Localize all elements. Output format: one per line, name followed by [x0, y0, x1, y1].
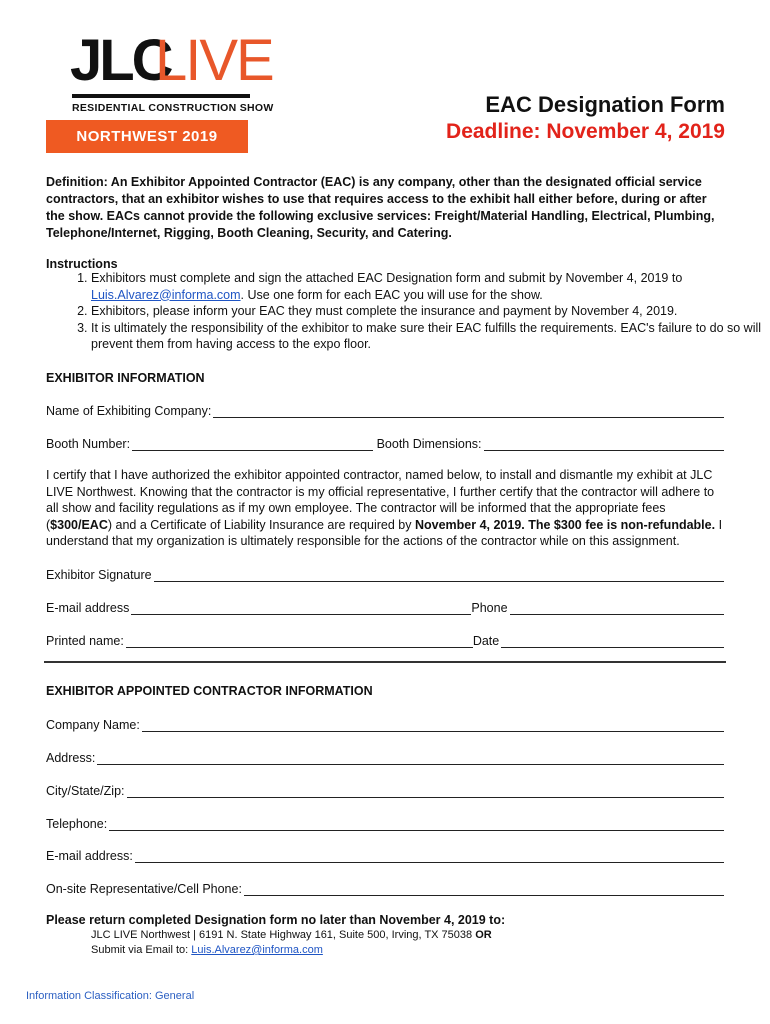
email-line[interactable] [131, 602, 471, 615]
field-label: Exhibitor Signature [46, 568, 152, 582]
fill-line[interactable] [127, 785, 725, 798]
field-label: Phone [471, 601, 508, 615]
fill-line[interactable] [154, 569, 724, 582]
section-divider [44, 661, 726, 663]
field-label: E-mail address: [46, 849, 133, 863]
deadline-text: Deadline: November 4, 2019 [446, 120, 725, 143]
exhibitor-signature-field[interactable] [46, 565, 724, 582]
contractor-telephone-field[interactable] [46, 814, 724, 831]
certification-paragraph [46, 467, 726, 550]
phone-line[interactable] [510, 602, 724, 615]
logo-subtitle: RESIDENTIAL CONSTRUCTION SHOW [72, 102, 274, 114]
return-address-text: JLC LIVE Northwest | 6191 N. State Highway 161, Suite 500, Irving, TX 75038 [91, 929, 476, 941]
email-link[interactable]: Luis.Alvarez@informa.com [91, 287, 241, 302]
fill-line[interactable] [109, 818, 724, 831]
contractor-onsite-field[interactable] [46, 879, 724, 896]
date-line[interactable] [501, 635, 724, 648]
field-label: City/State/Zip: [46, 784, 125, 798]
exhibitor-heading: EXHIBITOR INFORMATION [46, 371, 205, 385]
instruction-tail: . Use one form for each EAC you will use for the show. [240, 287, 543, 302]
instruction-item [91, 270, 770, 303]
field-label: Company Name: [46, 718, 140, 732]
logo-banner [46, 120, 248, 153]
instruction-text: Exhibitors, please inform your EAC they must complete the insurance and payment by November 4, 2019. [91, 304, 678, 318]
instructions-list [46, 270, 770, 353]
cert-text: ) and a Certificate of Liability Insurance are required by [107, 517, 415, 532]
fill-line[interactable] [142, 719, 724, 732]
fill-line[interactable] [244, 883, 724, 896]
return-heading: Please return completed Designation form no later than November 4, 2019 to: [46, 913, 506, 927]
form-title: EAC Designation Form [485, 92, 725, 117]
field-label: Telephone: [46, 817, 108, 831]
fill-line[interactable] [213, 405, 724, 418]
contractor-company-field[interactable] [46, 715, 724, 732]
definition-paragraph: Definition: An Exhibitor Appointed Contractor (EAC) is any company, other than the designated official service contractors, that an exhibitor wishes to use that requires access to the exhibit hall either before, during or after the show. EACs cannot provide the following exclusive services: Freight/Material Handling, Electrical, Plumbing, Telephone/Internet, Rigging, Booth Cleaning, Security, and Catering. [46, 175, 715, 240]
instructions-heading: Instructions [46, 257, 118, 271]
printed-name-line[interactable] [126, 635, 473, 648]
cert-text: I understand that my organization is ultimately responsible for the actions of the contractor while on this assignment. [46, 517, 723, 548]
contractor-address-field[interactable] [46, 748, 724, 765]
instruction-item [91, 303, 770, 320]
field-label: On-site Representative/Cell Phone: [46, 882, 242, 896]
banner-text: NORTHWEST 2019 [76, 128, 218, 145]
field-label: Printed name: [46, 634, 124, 648]
cert-deadline: November 4, 2019. The $300 fee is non-refundable. [414, 517, 716, 532]
instruction-text: Exhibitors must complete and sign the attached EAC Designation form and submit by November 4, 2019 to [91, 271, 683, 285]
cert-fee: $300/EAC [50, 517, 108, 532]
fill-line[interactable] [135, 850, 724, 863]
field-label: E-mail address [46, 601, 130, 615]
return-address [91, 929, 492, 941]
email-phone-row [46, 598, 724, 615]
instruction-item [91, 320, 770, 353]
exhibiting-company-field[interactable] [46, 401, 724, 418]
classification-footer: Information Classification: General [26, 990, 195, 1002]
cert-text: I certify that I have authorized the exhibitor appointed contractor, named below, to install and dismantle my exhibit at JLC LIVE Northwest. Knowing that the contractor is my official representative, I further certify that the contractor will adhere to all show and facility regulations as if my own employee. The contractor will be informed that the appropriate fees ( [46, 468, 715, 532]
return-email-prefix: Submit via Email to: [91, 944, 192, 956]
instruction-text: It is ultimately the responsibility of the exhibitor to make sure their EAC fulfills the requirements. EAC's failure to do so will prevent them from having access to the expo floor. [91, 320, 762, 351]
return-email-link[interactable]: Luis.Alvarez@informa.com [191, 944, 323, 956]
field-label: Address: [46, 751, 96, 765]
booth-dimensions-line[interactable] [484, 438, 725, 451]
field-label: Name of Exhibiting Company: [46, 404, 212, 418]
logo-jlc-text: JLC [70, 28, 171, 93]
return-or: OR [475, 929, 492, 941]
field-label: Booth Dimensions: [376, 437, 482, 451]
contractor-city-field[interactable] [46, 781, 724, 798]
printed-date-row [46, 631, 724, 648]
booth-number-line[interactable] [132, 438, 373, 451]
booth-field-row [46, 434, 724, 451]
fill-line[interactable] [97, 752, 724, 765]
contractor-email-field[interactable] [46, 846, 724, 863]
logo-live-text: LIVE [155, 28, 273, 93]
contractor-heading: EXHIBITOR APPOINTED CONTRACTOR INFORMATION [46, 684, 373, 698]
field-label: Date [472, 634, 500, 648]
field-label: Booth Number: [46, 437, 131, 451]
return-email-line [91, 944, 323, 956]
logo-rule [72, 94, 250, 98]
